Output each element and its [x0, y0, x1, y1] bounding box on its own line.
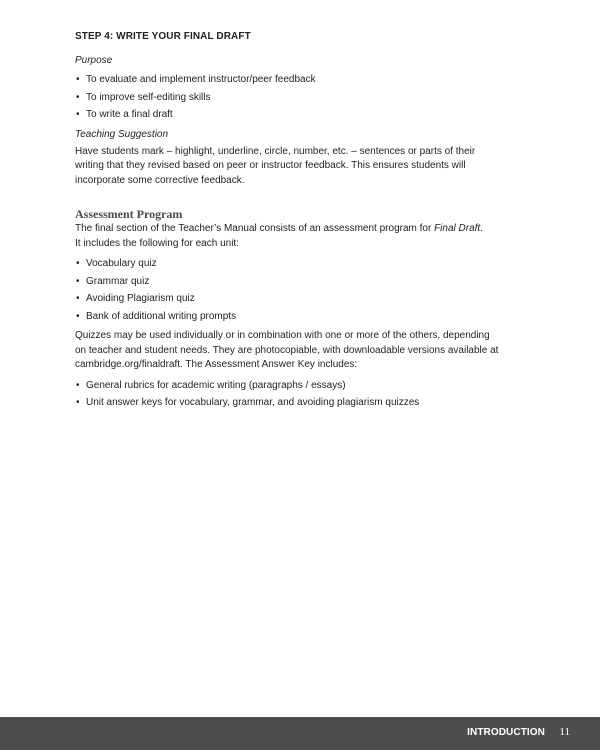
page-content [75, 30, 535, 416]
bullet-icon: • [76, 379, 80, 391]
list-item: • General rubrics for academic writing (paragraphs / essays) [75, 377, 535, 395]
list-item: • Avoiding Plagiarism quiz [75, 290, 535, 308]
purpose-label: Purpose [75, 55, 113, 66]
step-heading: STEP 4: WRITE YOUR FINAL DRAFT [75, 31, 251, 42]
list-item: • Grammar quiz [75, 273, 535, 291]
unit-contents-list [75, 255, 535, 325]
footer-section-label: INTRODUCTION [467, 727, 545, 738]
assessment-heading: Assessment Program [75, 207, 183, 221]
bullet-icon: • [76, 258, 80, 269]
page-number: 11 [559, 726, 570, 738]
purpose-list [75, 71, 535, 124]
list-item: • Bank of additional writing prompts [75, 308, 535, 326]
list-item: • To write a final draft [75, 106, 535, 124]
bullet-icon: • [76, 109, 80, 120]
list-item: • To evaluate and implement instructor/peer feedback [75, 71, 535, 89]
bullet-icon: • [76, 293, 80, 304]
bullet-icon: • [76, 310, 80, 322]
teaching-suggestion-label: Teaching Suggestion [75, 128, 169, 140]
list-item: • Unit answer keys for vocabulary, grammar, and avoiding plagiarism quizzes [75, 394, 535, 412]
assessment-intro: The final section of the Teacher’s Manual consists of an assessment program for Final Draft. It includes the following for each unit: [75, 223, 483, 249]
quiz-description: Quizzes may be used individually or in combination with one or more of the others, depending on teacher and student needs. They are photocopiable, with downloadable versions available at cambridge.org/finaldraft. The Assessment Answer Key includes: [75, 330, 499, 370]
bullet-icon: • [76, 397, 80, 408]
list-item: • Vocabulary quiz [75, 255, 535, 273]
book-title: Final Draft [434, 223, 481, 234]
footer-bar [0, 717, 600, 750]
bullet-icon: • [76, 91, 80, 103]
answer-key-list [75, 377, 535, 412]
list-item: • To improve self-editing skills [75, 89, 535, 107]
teaching-suggestion-text: Have students mark – highlight, underline, circle, number, etc. – sentences or parts of their writing that they revised based on peer or instructor feedback. This ensures students will incorporate some corrective feedback. [75, 145, 476, 186]
bullet-icon: • [76, 275, 80, 287]
bullet-icon: • [76, 74, 80, 85]
